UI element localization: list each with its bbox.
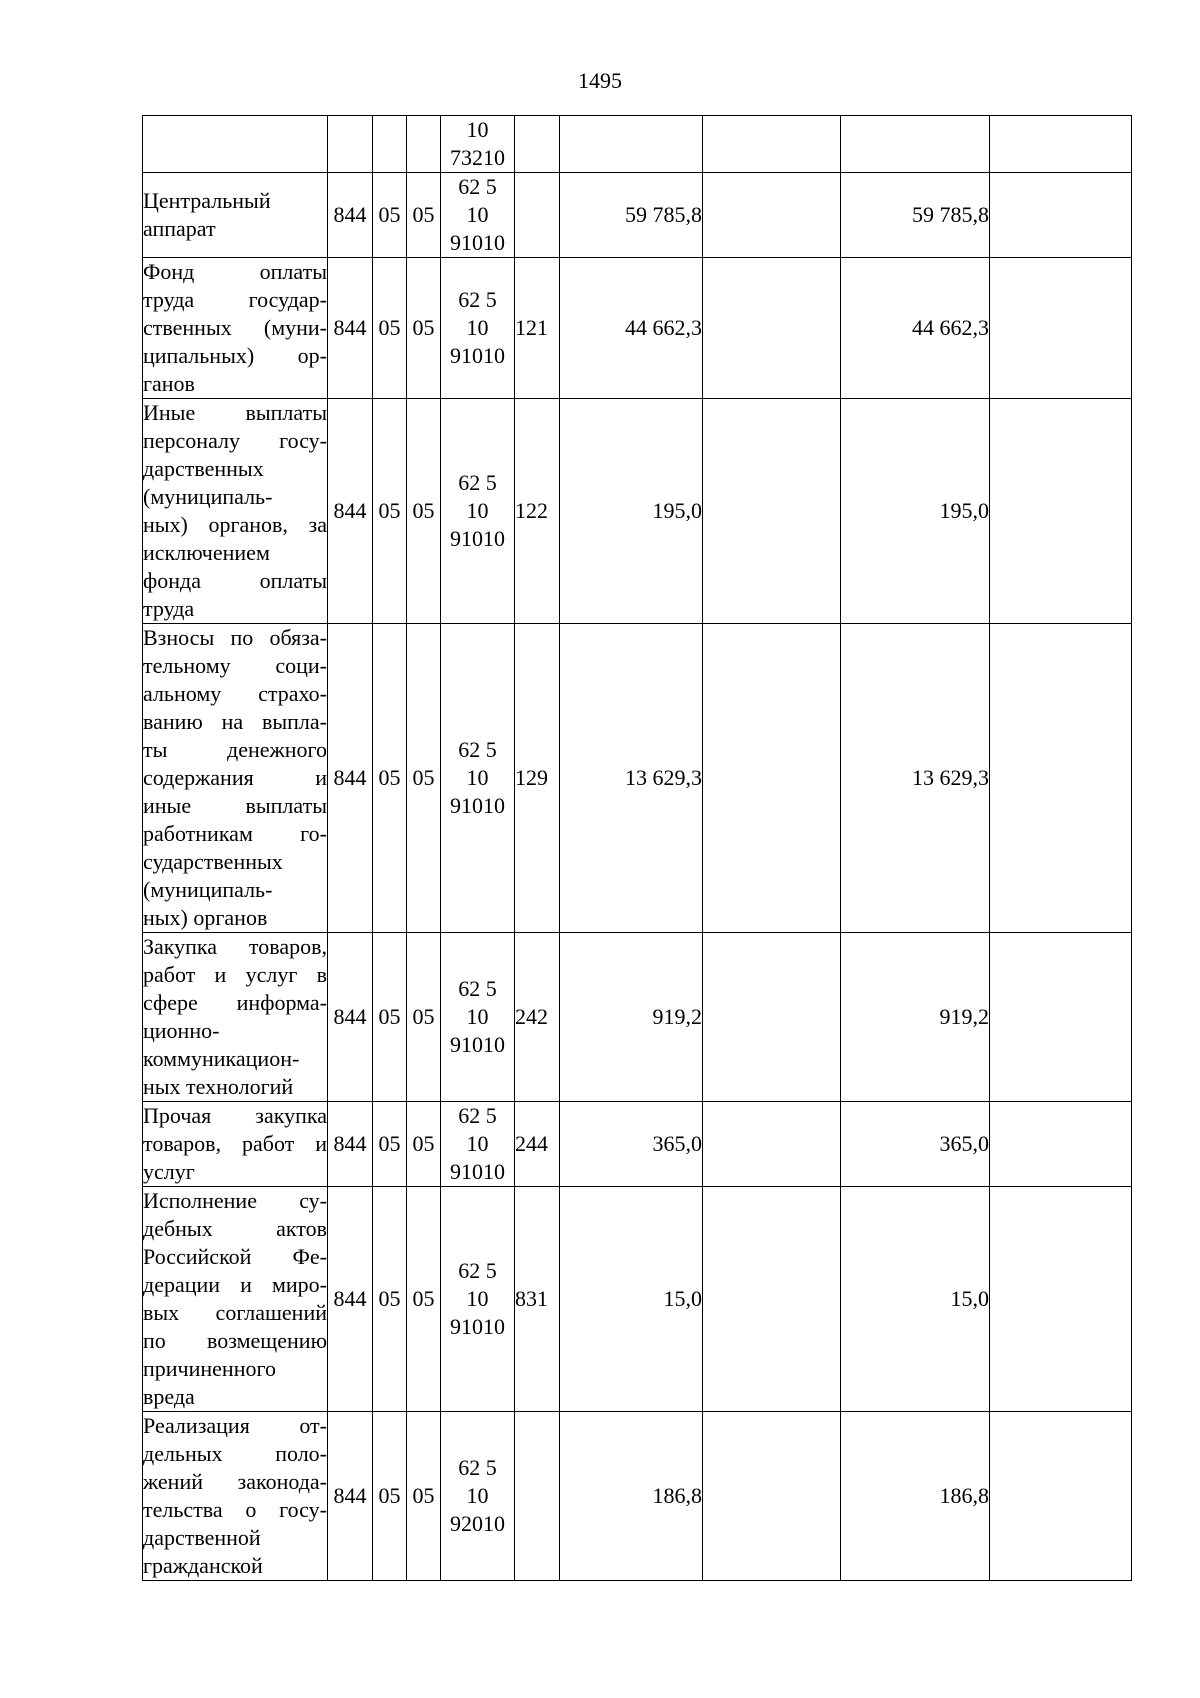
- row-name-line: дарственных: [143, 456, 264, 481]
- rz-cell: 05: [373, 258, 407, 399]
- csr-cell: [441, 116, 515, 173]
- row-name-line: персоналу госу-: [143, 428, 327, 453]
- amount-cell-d: [990, 1412, 1132, 1581]
- pr-cell: 05: [407, 624, 441, 933]
- csr-line: 62 5: [458, 976, 497, 1001]
- csr-cell: [441, 399, 515, 624]
- row-name-line: причиненного: [143, 1356, 276, 1381]
- csr-line: 10: [466, 202, 489, 227]
- vr-cell: [515, 116, 560, 173]
- vr-cell: 242: [515, 933, 560, 1102]
- csr-line: 62 5: [458, 470, 497, 495]
- csr-line: 10: [466, 765, 489, 790]
- row-name-line: Центральный: [143, 188, 271, 213]
- rz-cell: 05: [373, 1412, 407, 1581]
- total-amount-cell: 365,0: [560, 1102, 703, 1187]
- pr-cell: 05: [407, 1187, 441, 1412]
- table-row: [143, 624, 1132, 933]
- vr-cell: [515, 173, 560, 258]
- row-name-line: фонда оплаты: [143, 568, 327, 593]
- csr-line: 10: [466, 1131, 489, 1156]
- row-name-line: иные выплаты: [143, 793, 327, 818]
- row-name-line: дарственной: [143, 1525, 261, 1550]
- csr-cell: [441, 1412, 515, 1581]
- csr-line: 91010: [450, 526, 505, 551]
- total-amount-cell: 13 629,3: [560, 624, 703, 933]
- pr-cell: 05: [407, 933, 441, 1102]
- csr-line: 10: [466, 315, 489, 340]
- row-name-cell: [143, 258, 328, 399]
- row-name-line: дельных поло-: [143, 1441, 327, 1466]
- amount-cell-c: [841, 116, 990, 173]
- grbs-cell: 844: [328, 258, 373, 399]
- table-row: [143, 116, 1132, 173]
- row-name-line: ных) органов: [143, 905, 268, 930]
- table-row: [143, 399, 1132, 624]
- total-amount-cell: 195,0: [560, 399, 703, 624]
- amount-cell-d: [990, 1187, 1132, 1412]
- table-row: [143, 173, 1132, 258]
- row-name-line: труда государ-: [143, 287, 327, 312]
- amount-cell-b: [703, 624, 841, 933]
- row-name-line: ганов: [143, 371, 195, 396]
- row-name-cell: [143, 1187, 328, 1412]
- row-name-line: ных) органов, за: [143, 512, 327, 537]
- row-name-line: Иные выплаты: [143, 400, 327, 425]
- table-row: [143, 258, 1132, 399]
- row-name-line: Фонд оплаты: [143, 259, 327, 284]
- rz-cell: 05: [373, 1102, 407, 1187]
- row-name-line: жений законода-: [143, 1469, 327, 1494]
- page-number: 1495: [578, 68, 622, 93]
- amount-cell-d: [990, 624, 1132, 933]
- row-name-line: исключением: [143, 540, 270, 565]
- amount-cell-d: [990, 399, 1132, 624]
- amount-cell-b: [703, 399, 841, 624]
- csr-cell: [441, 1102, 515, 1187]
- csr-line: 62 5: [458, 287, 497, 312]
- rz-cell: [373, 116, 407, 173]
- amount-cell-c: 15,0: [841, 1187, 990, 1412]
- amount-cell-b: [703, 933, 841, 1102]
- row-name-line: ных технологий: [143, 1074, 294, 1099]
- total-amount-cell: 186,8: [560, 1412, 703, 1581]
- grbs-cell: 844: [328, 1102, 373, 1187]
- csr-line: 62 5: [458, 1258, 497, 1283]
- vr-cell: 831: [515, 1187, 560, 1412]
- budget-table: [142, 115, 1132, 1581]
- csr-line: 10: [466, 117, 489, 142]
- amount-cell-d: [990, 258, 1132, 399]
- amount-cell-c: 919,2: [841, 933, 990, 1102]
- total-amount-cell: 919,2: [560, 933, 703, 1102]
- csr-cell: [441, 624, 515, 933]
- rz-cell: 05: [373, 624, 407, 933]
- amount-cell-c: 365,0: [841, 1102, 990, 1187]
- csr-cell: [441, 173, 515, 258]
- row-name-line: труда: [143, 596, 195, 621]
- amount-cell-b: [703, 1187, 841, 1412]
- row-name-line: Закупка товаров,: [143, 934, 327, 959]
- amount-cell-d: [990, 1102, 1132, 1187]
- row-name-line: работ и услуг в: [143, 962, 327, 987]
- row-name-cell: [143, 116, 328, 173]
- total-amount-cell: 44 662,3: [560, 258, 703, 399]
- csr-line: 10: [466, 1286, 489, 1311]
- row-name-line: ванию на выпла-: [143, 709, 327, 734]
- grbs-cell: [328, 116, 373, 173]
- csr-line: 10: [466, 1483, 489, 1508]
- row-name-line: работникам го-: [143, 821, 327, 846]
- row-name-line: сударственных: [143, 849, 283, 874]
- csr-line: 62 5: [458, 174, 497, 199]
- grbs-cell: 844: [328, 624, 373, 933]
- row-name-line: (муниципаль-: [143, 484, 273, 509]
- csr-cell: [441, 1187, 515, 1412]
- row-name-line: дерации и миро-: [143, 1272, 327, 1297]
- pr-cell: 05: [407, 173, 441, 258]
- csr-line: 73210: [450, 145, 505, 170]
- csr-line: 91010: [450, 793, 505, 818]
- amount-cell-b: [703, 1412, 841, 1581]
- row-name-line: альному страхо-: [143, 681, 327, 706]
- csr-line: 91010: [450, 1159, 505, 1184]
- vr-cell: 129: [515, 624, 560, 933]
- amount-cell-c: 59 785,8: [841, 173, 990, 258]
- amount-cell-b: [703, 116, 841, 173]
- grbs-cell: 844: [328, 1412, 373, 1581]
- csr-line: 62 5: [458, 1455, 497, 1480]
- rz-cell: 05: [373, 1187, 407, 1412]
- row-name-line: услуг: [143, 1159, 195, 1184]
- table-body: [143, 116, 1132, 1581]
- row-name-line: товаров, работ и: [143, 1131, 327, 1156]
- amount-cell-b: [703, 258, 841, 399]
- table-row: [143, 1412, 1132, 1581]
- grbs-cell: 844: [328, 933, 373, 1102]
- vr-cell: 244: [515, 1102, 560, 1187]
- grbs-cell: 844: [328, 399, 373, 624]
- row-name-line: ственных (муни-: [143, 315, 327, 340]
- csr-line: 91010: [450, 1314, 505, 1339]
- row-name-cell: [143, 1102, 328, 1187]
- pr-cell: [407, 116, 441, 173]
- row-name-line: гражданской: [143, 1553, 263, 1578]
- row-name-line: дебных актов: [143, 1216, 327, 1241]
- row-name-line: ты денежного: [143, 737, 327, 762]
- row-name-cell: [143, 1412, 328, 1581]
- csr-cell: [441, 933, 515, 1102]
- amount-cell-d: [990, 173, 1132, 258]
- table-row: [143, 1102, 1132, 1187]
- row-name-line: ционно-: [143, 1018, 220, 1043]
- row-name-cell: [143, 933, 328, 1102]
- row-name-line: вреда: [143, 1384, 195, 1409]
- amount-cell-b: [703, 173, 841, 258]
- row-name-line: по возмещению: [143, 1328, 327, 1353]
- total-amount-cell: [560, 116, 703, 173]
- csr-line: 91010: [450, 1032, 505, 1057]
- row-name-line: ципальных) ор-: [143, 343, 327, 368]
- csr-line: 10: [466, 498, 489, 523]
- csr-line: 91010: [450, 343, 505, 368]
- row-name-line: (муниципаль-: [143, 877, 273, 902]
- grbs-cell: 844: [328, 173, 373, 258]
- total-amount-cell: 15,0: [560, 1187, 703, 1412]
- row-name-line: Прочая закупка: [143, 1103, 327, 1128]
- row-name-line: тельства о госу-: [143, 1497, 327, 1522]
- pr-cell: 05: [407, 399, 441, 624]
- table-row: [143, 1187, 1132, 1412]
- row-name-line: Реализация от-: [143, 1413, 327, 1438]
- vr-cell: 122: [515, 399, 560, 624]
- rz-cell: 05: [373, 399, 407, 624]
- csr-cell: [441, 258, 515, 399]
- rz-cell: 05: [373, 173, 407, 258]
- total-amount-cell: 59 785,8: [560, 173, 703, 258]
- amount-cell-c: 195,0: [841, 399, 990, 624]
- amount-cell-c: 44 662,3: [841, 258, 990, 399]
- csr-line: 62 5: [458, 737, 497, 762]
- csr-line: 91010: [450, 230, 505, 255]
- amount-cell-c: 13 629,3: [841, 624, 990, 933]
- row-name-line: содержания и: [143, 765, 327, 790]
- amount-cell-d: [990, 933, 1132, 1102]
- row-name-cell: [143, 399, 328, 624]
- pr-cell: 05: [407, 258, 441, 399]
- row-name-cell: [143, 173, 328, 258]
- row-name-line: коммуникацион-: [143, 1046, 300, 1071]
- csr-line: 62 5: [458, 1103, 497, 1128]
- row-name-line: сфере информа-: [143, 990, 327, 1015]
- row-name-line: Исполнение су-: [143, 1188, 327, 1213]
- csr-line: 92010: [450, 1511, 505, 1536]
- rz-cell: 05: [373, 933, 407, 1102]
- vr-cell: 121: [515, 258, 560, 399]
- row-name-line: Российской Фе-: [143, 1244, 327, 1269]
- row-name-cell: [143, 624, 328, 933]
- table-row: [143, 933, 1132, 1102]
- amount-cell-b: [703, 1102, 841, 1187]
- row-name-line: вых соглашений: [143, 1300, 327, 1325]
- pr-cell: 05: [407, 1102, 441, 1187]
- pr-cell: 05: [407, 1412, 441, 1581]
- amount-cell-c: 186,8: [841, 1412, 990, 1581]
- vr-cell: [515, 1412, 560, 1581]
- amount-cell-d: [990, 116, 1132, 173]
- row-name-line: Взносы по обяза-: [143, 625, 327, 650]
- row-name-line: аппарат: [143, 216, 216, 241]
- row-name-line: тельному соци-: [143, 653, 327, 678]
- grbs-cell: 844: [328, 1187, 373, 1412]
- csr-line: 10: [466, 1004, 489, 1029]
